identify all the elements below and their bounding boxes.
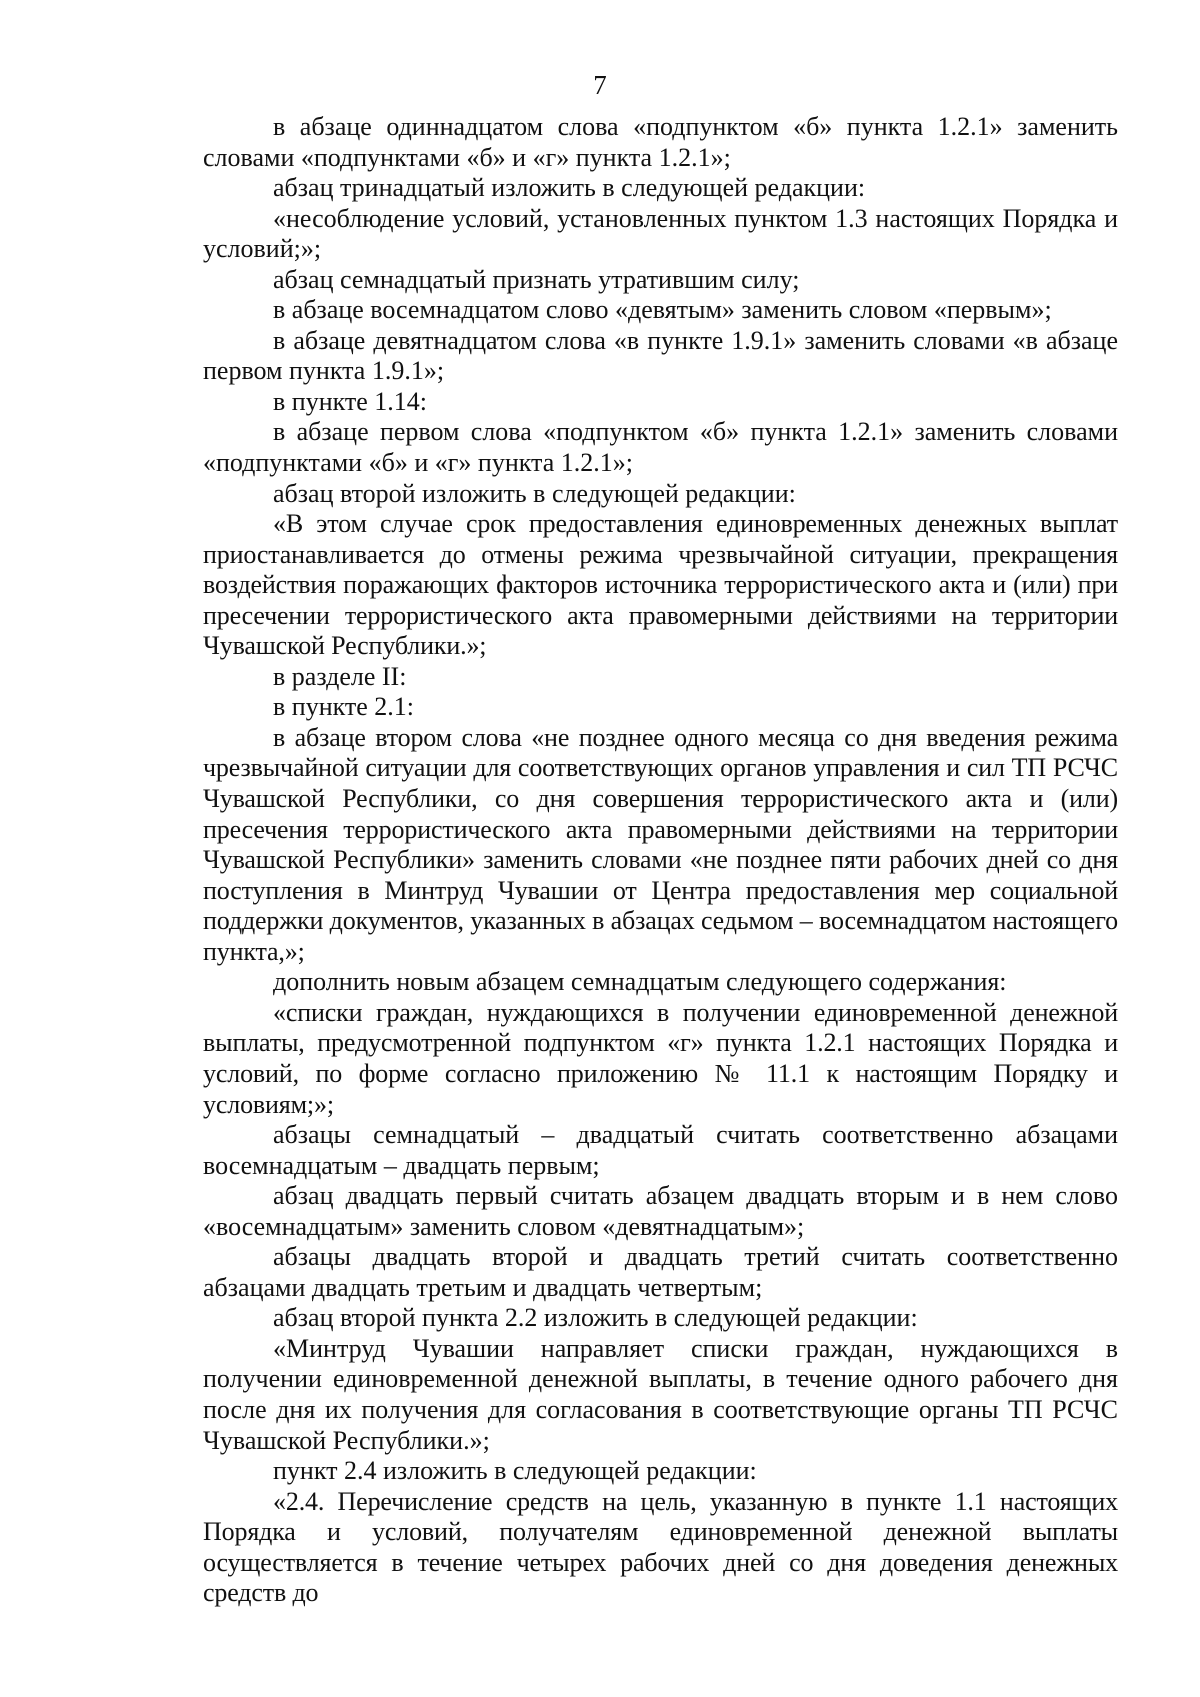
paragraph: в абзаце одиннадцатом слова «подпунктом «б» пункта 1.2.1» заменить словами «подпунктами «б» и «г» пункта 1.2.1»;	[203, 112, 1118, 172]
page-number: 7	[593, 70, 607, 100]
paragraph: в абзаце девятнадцатом слова «в пункте 1.9.1» заменить словами «в абзаце первом пункта 1.9.1»;	[203, 325, 1118, 386]
paragraph: абзац семнадцатый признать утратившим силу;	[273, 264, 800, 294]
paragraph: абзацы семнадцатый – двадцатый считать соответственно абзацами восемнадцатым – двадцать первым;	[203, 1120, 1118, 1180]
paragraph: абзац второй пункта 2.2 изложить в следующей редакции:	[273, 1303, 918, 1333]
paragraph: в абзаце первом слова «подпунктом «б» пункта 1.2.1» заменить словами «подпунктами «б» и «г» пункта 1.2.1»;	[203, 417, 1118, 478]
paragraph: в абзаце восемнадцатом слово «девятым» заменить словом «первым»;	[273, 295, 1052, 325]
paragraph: «несоблюдение условий, установленных пунктом 1.3 настоящих Порядка и условий;»;	[203, 203, 1118, 264]
paragraph: абзац тринадцатый изложить в следующей редакции:	[273, 173, 866, 203]
document-body	[203, 112, 1118, 1609]
paragraph: пункт 2.4 изложить в следующей редакции:	[273, 1456, 757, 1486]
paragraph: «списки граждан, нуждающихся в получении единовременной денежной выплаты, предусмотренной подпунктом «г» пункта 1.2.1 настоящих Порядка и условий, по форме согласно приложению № 11.1 к настоящим Порядку и условиям;»;	[203, 997, 1118, 1119]
paragraph: в пункте 1.14:	[273, 386, 428, 416]
paragraph: дополнить новым абзацем семнадцатым следующего содержания:	[273, 967, 1007, 997]
paragraph: «Минтруд Чувашии направляет списки граждан, нуждающихся в получении единовременной денежной выплаты, в течение одного рабочего дня после дня их получения для согласования в соответствующие органы ТП РСЧС Чувашской Республики.»;	[203, 1333, 1118, 1455]
paragraph: в абзаце втором слова «не позднее одного месяца со дня введения режима чрезвычайной ситуации для соответствующих органов управления и сил ТП РСЧС Чувашской Республики, со дня совершения террористического акта и (или) пресечения террористического акта правомерными действиями на территории Чувашской Республики» заменить словами «не позднее пяти рабочих дней со дня поступления в Минтруд Чувашии от Центра предоставления мер социальной поддержки документов, указанных в абзацах седьмом – восемнадцатом настоящего пункта,»;	[203, 722, 1118, 966]
paragraph: абзац второй изложить в следующей редакции:	[273, 478, 796, 508]
paragraph: «В этом случае срок предоставления единовременных денежных выплат приостанавливается до отмены режима чрезвычайной ситуации, прекращения воздействия поражающих факторов источника террористического акта и (или) при пресечении террористического акта правомерными действиями на территории Чувашской Республики.»;	[203, 509, 1118, 661]
paragraph: в пункте 2.1:	[273, 692, 415, 722]
paragraph: абзац двадцать первый считать абзацем двадцать вторым и в нем слово «восемнадцатым» заменить словом «девятнадцатым»;	[203, 1181, 1118, 1241]
paragraph: «2.4. Перечисление средств на цель, указанную в пункте 1.1 настоящих Порядка и условий, получателям единовременной денежной выплаты осуществляется в течение четырех рабочих дней со дня доведения денежных средств до	[203, 1486, 1118, 1608]
paragraph: в разделе II:	[273, 661, 407, 691]
paragraph: абзацы двадцать второй и двадцать третий считать соответственно абзацами двадцать третьим и двадцать четвертым;	[203, 1242, 1118, 1302]
